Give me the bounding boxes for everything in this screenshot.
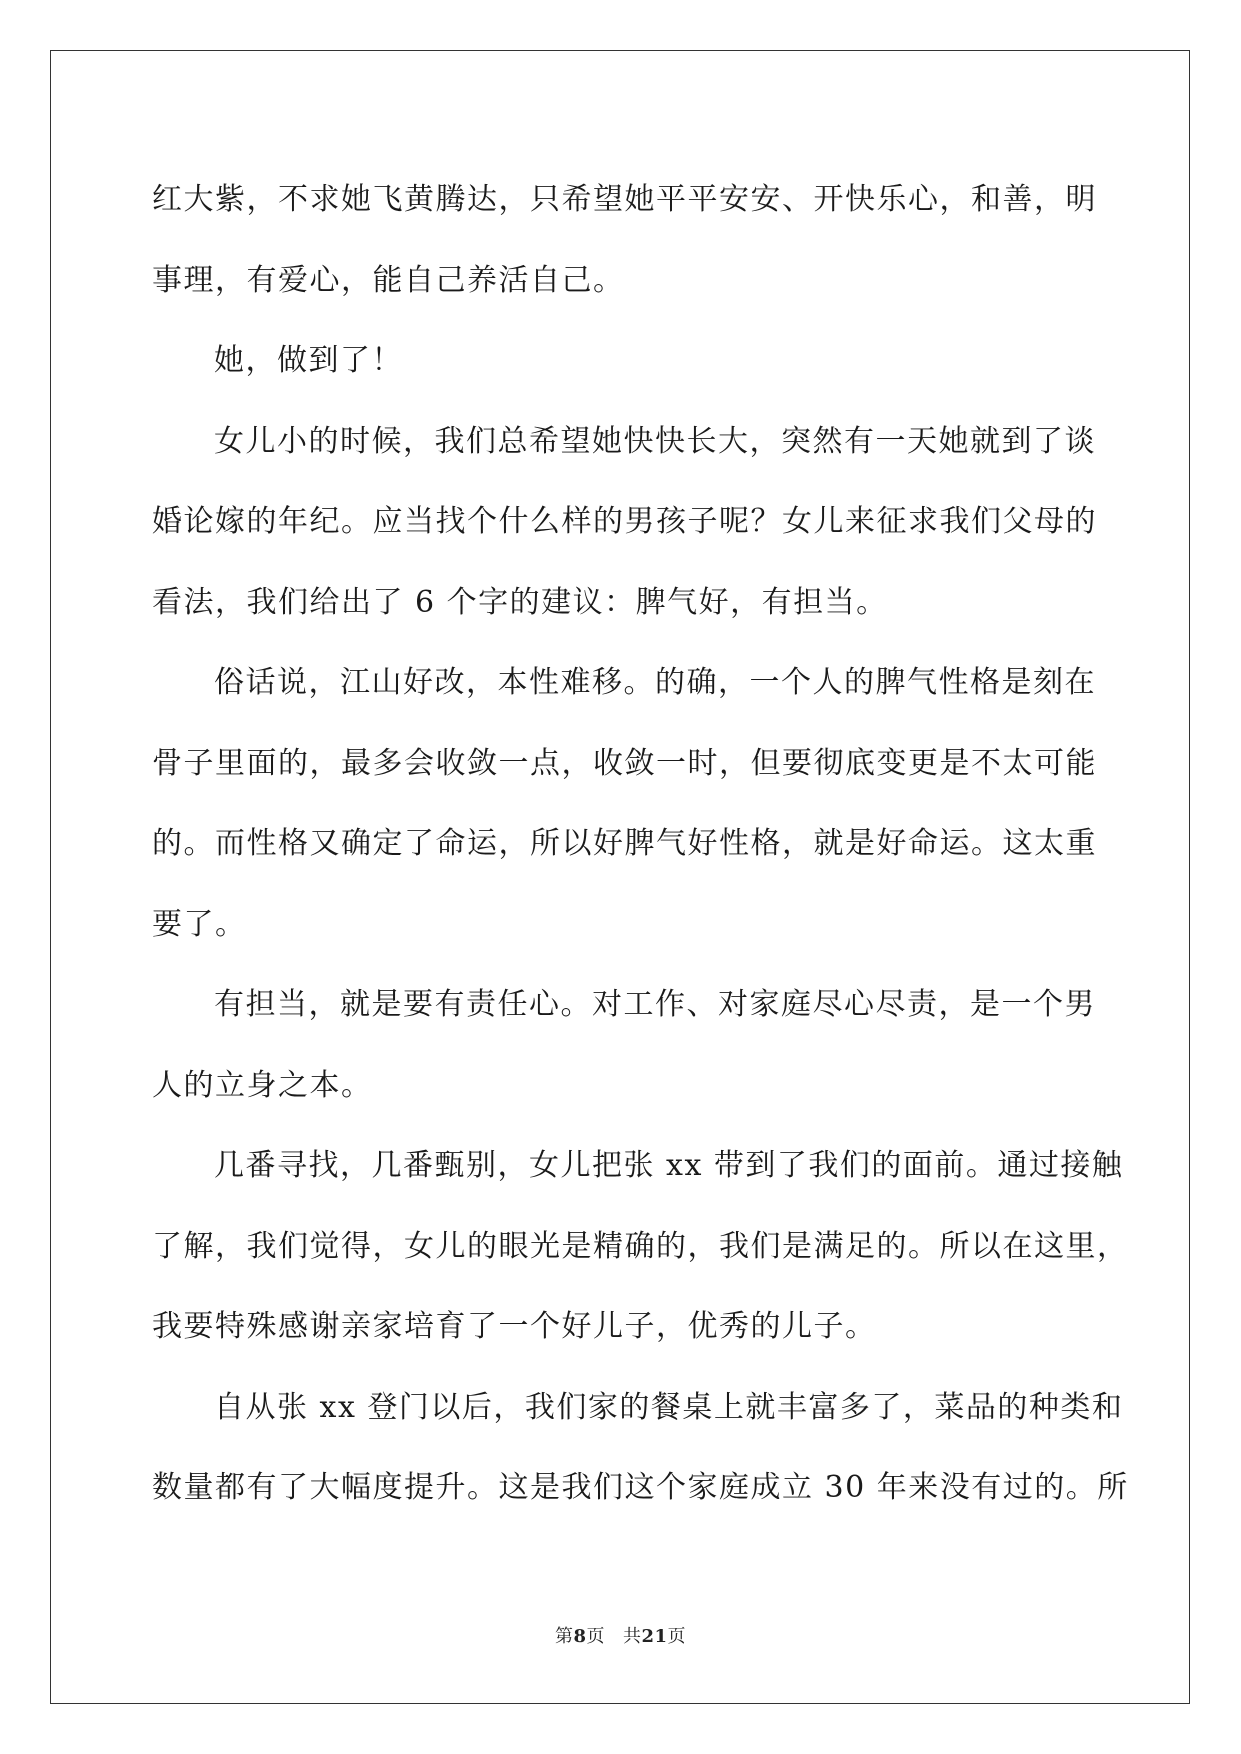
text-line: 俗话说，江山好改，本性难移。的确，一个人的脾气性格是刻在 [214,665,1096,700]
text-line: 女儿小的时候，我们总希望她快快长大，突然有一天她就到了谈 [214,423,1096,459]
footer-total-suffix: 页 [667,1626,687,1647]
paragraph [152,402,1097,644]
footer-total-prefix: 共 [622,1626,642,1647]
text-line: 要了。 [152,906,247,942]
text-line: 了解，我们觉得，女儿的眼光是精确的，我们是满足的。所以在这里， [152,1228,1129,1264]
paragraph [152,160,1097,321]
text-line: 有担当，就是要有责任心。对工作、对家庭尽心尽责，是一个男 [214,987,1096,1022]
footer-current-page: 8 [573,1626,587,1647]
text-line: 红大紫，不求她飞黄腾达，只希望她平平安安、开快乐心，和善，明 [152,182,1097,217]
text-line: 自从张 xx 登门以后，我们家的餐桌上就丰富多了，菜品的种类和 [214,1389,1124,1425]
text-line: 她，做到了！ [214,343,403,378]
text-line: 事理，有爱心，能自己养活自己。 [152,262,625,298]
paragraph [152,1368,1129,1529]
footer-page-prefix: 第 [554,1626,574,1647]
text-line: 人的立身之本。 [152,1067,373,1103]
text-line: 婚论嫁的年纪。应当找个什么样的男孩子呢？女儿来征求我们父母的 [152,504,1097,539]
paragraph [152,643,1097,965]
footer-page-suffix: 页 [586,1626,605,1647]
page-footer [0,1622,1241,1648]
text-line: 看法，我们给出了 6 个字的建议：脾气好，有担当。 [152,584,888,620]
text-line: 几番寻找，几番甄别，女儿把张 xx 带到了我们的面前。通过接触 [214,1148,1124,1183]
paragraph [152,321,1092,402]
text-line: 我要特殊感谢亲家培育了一个好儿子，优秀的儿子。 [152,1309,877,1344]
text-line: 骨子里面的，最多会收敛一点，收敛一时，但要彻底变更是不太可能 [152,745,1097,781]
footer-total-pages: 21 [641,1626,668,1647]
paragraph [152,1126,1129,1368]
document-body [152,160,1129,1529]
text-line: 的。而性格又确定了命运，所以好脾气好性格，就是好命运。这太重 [152,826,1097,861]
paragraph [152,965,1096,1126]
text-line: 数量都有了大幅度提升。这是我们这个家庭成立 30 年来没有过的。所 [152,1470,1129,1505]
